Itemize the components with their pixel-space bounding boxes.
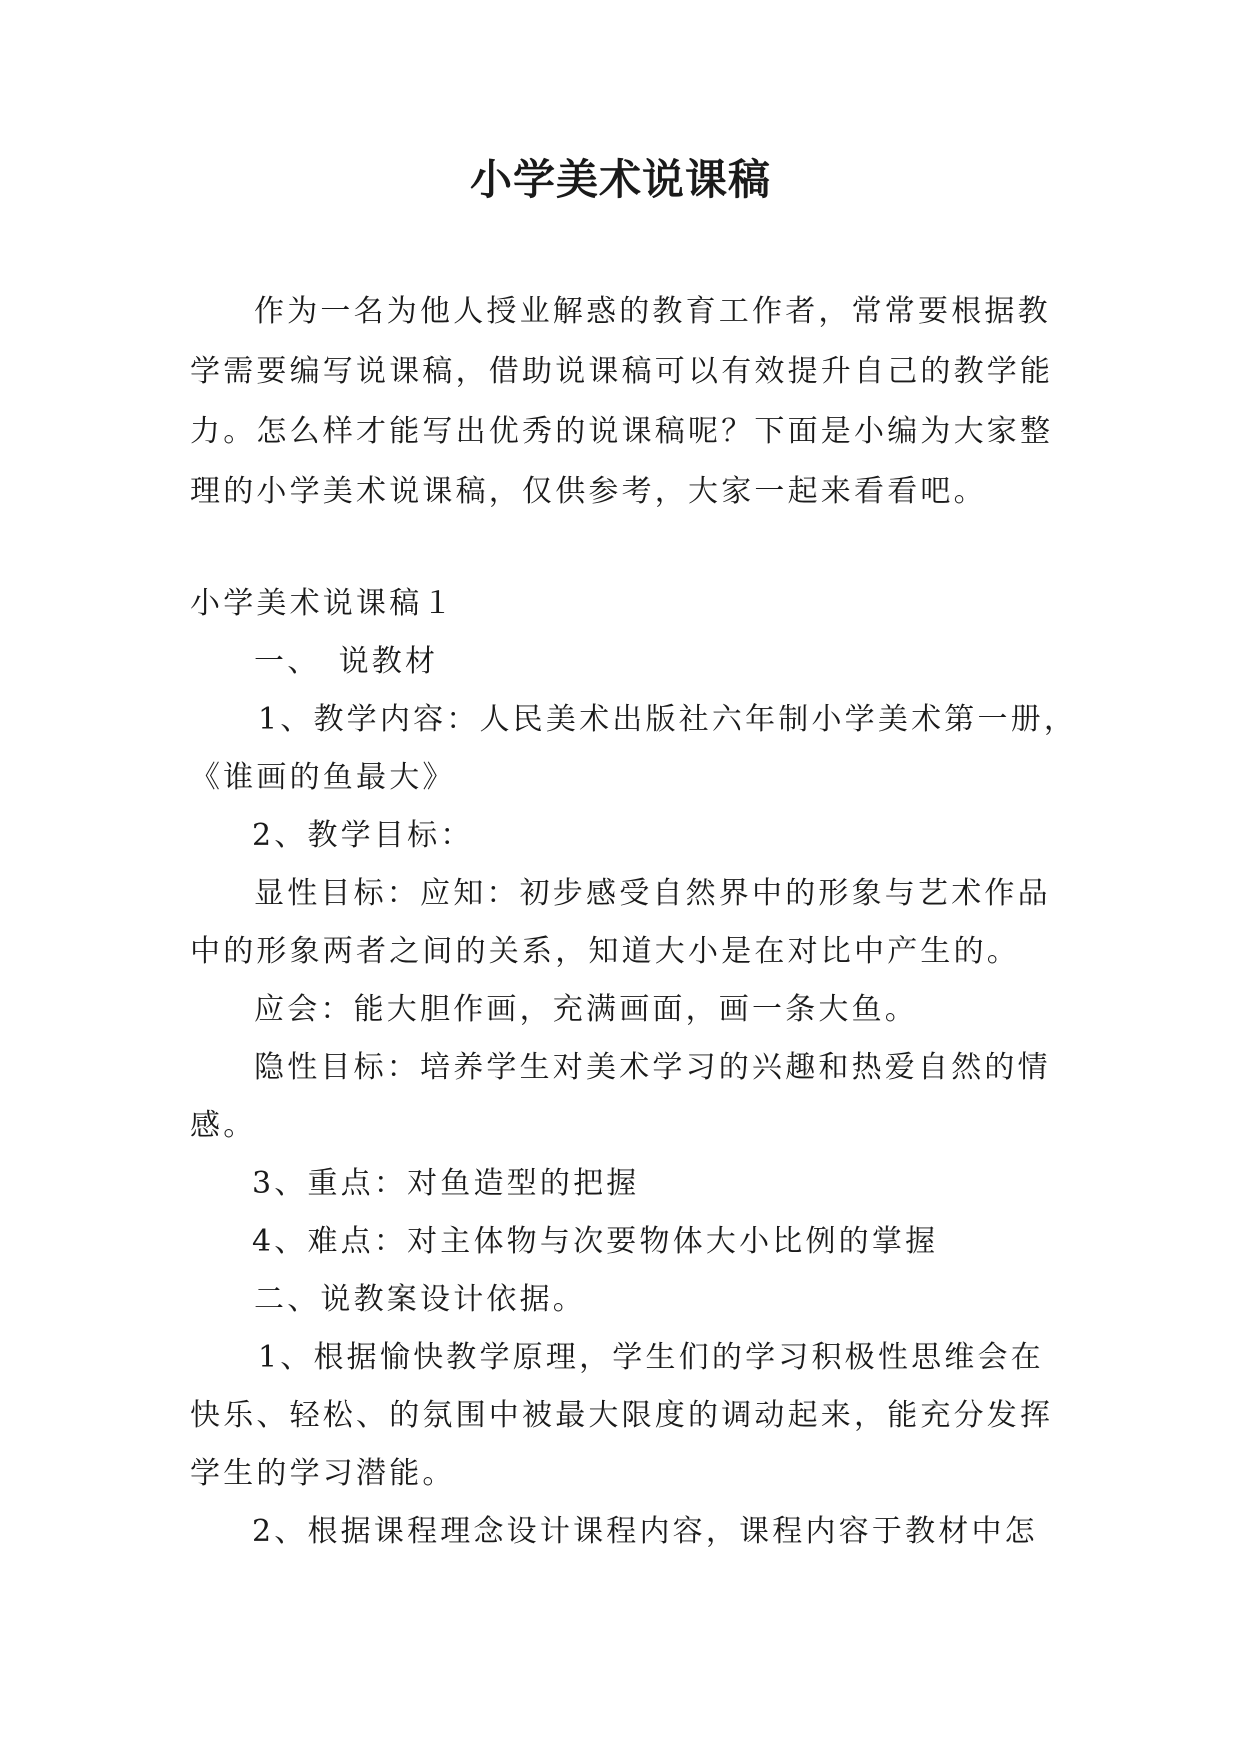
paragraph-line: 1、根据愉快教学原理，学生们的学习积极性思维会在 (258, 1340, 1044, 1375)
paragraph-line: 《谁画的鱼最大》 (190, 760, 456, 795)
paragraph-line: 中的形象两者之间的关系，知道大小是在对比中产生的。 (190, 934, 1020, 969)
paragraph-line: 1、教学内容：人民美术出版社六年制小学美术第一册， (258, 702, 1078, 737)
heading-teaching-material: 一、 说教材 (254, 644, 439, 679)
intro-line-2: 学需要编写说课稿，借助说课稿可以有效提升自己的教学能 (190, 354, 1054, 389)
paragraph-line: 3、重点：对鱼造型的把握 (252, 1166, 640, 1201)
paragraph-line: 2、根据课程理念设计课程内容，课程内容于教材中怎 (252, 1514, 1038, 1549)
paragraph-line: 感。 (190, 1108, 257, 1143)
paragraph-line: 应会：能大胆作画，充满画面，画一条大鱼。 (254, 992, 918, 1027)
paragraph-line: 显性目标：应知：初步感受自然界中的形象与艺术作品 (254, 876, 1051, 911)
intro-line-1: 作为一名为他人授业解惑的教育工作者，常常要根据教 (254, 294, 1051, 329)
section-heading: 小学美术说课稿１ (190, 586, 456, 621)
heading-design-basis: 二、说教案设计依据。 (254, 1282, 586, 1317)
document-title: 小学美术说课稿 (469, 155, 771, 204)
paragraph-line: 隐性目标：培养学生对美术学习的兴趣和热爱自然的情 (254, 1050, 1051, 1085)
intro-line-4: 理的小学美术说课稿，仅供参考，大家一起来看看吧。 (190, 474, 987, 509)
paragraph-line: 2、教学目标： (252, 818, 474, 853)
paragraph-line: 4、难点：对主体物与次要物体大小比例的掌握 (252, 1224, 939, 1259)
paragraph-line: 快乐、轻松、的氛围中被最大限度的调动起来，能充分发挥 (190, 1398, 1054, 1433)
intro-line-3: 力。怎么样才能写出优秀的说课稿呢？下面是小编为大家整 (190, 414, 1054, 449)
paragraph-line: 学生的学习潜能。 (190, 1456, 456, 1491)
